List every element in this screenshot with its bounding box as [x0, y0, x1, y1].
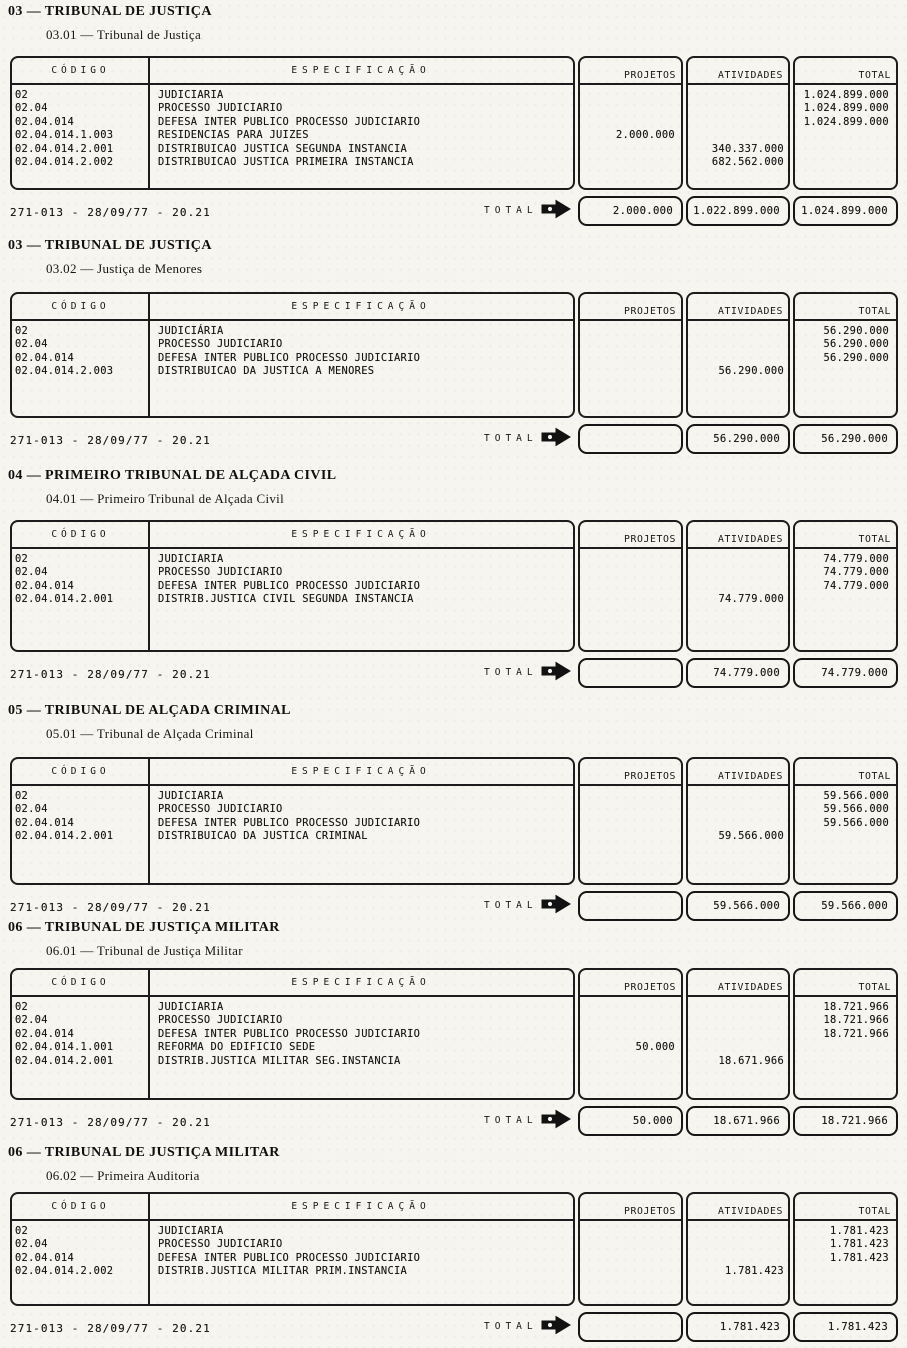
cell-especificacao: DEFESA INTER PUBLICO PROCESSO JUDICIARIO	[158, 1027, 421, 1040]
cell-codigo: 02.04.014	[15, 115, 75, 128]
cell-atividades	[685, 89, 793, 102]
column-header-atividades: ATIVIDADES	[718, 771, 783, 782]
total-arrow-icon	[541, 1109, 571, 1129]
cell-codigo: 02.04	[15, 102, 48, 115]
column-header-projetos: PROJETOS	[624, 982, 676, 993]
header-underline	[688, 995, 788, 997]
column-header-codigo: CÓDIGO	[51, 1201, 110, 1212]
cell-projetos: 2.000.000	[615, 129, 675, 142]
table-row	[10, 1238, 898, 1251]
header-underline	[12, 319, 573, 321]
cell-atividades: 56.290.000	[718, 365, 784, 378]
cell-projetos	[578, 116, 685, 129]
total-label: TOTAL	[484, 667, 538, 678]
cell-codigo: 02	[15, 790, 29, 802]
section-subheading: 04.01 — Primeiro Tribunal de Alçada Civil	[46, 491, 284, 506]
total-arrow-icon	[541, 661, 571, 681]
column-header-especificacao: ESPECIFICAÇÃO	[291, 301, 431, 312]
section-subheading: 05.01 — Tribunal de Alçada Criminal	[46, 726, 254, 741]
cell-total: 59.566.000	[823, 790, 889, 802]
cell-total	[793, 1265, 898, 1278]
cell-atividades	[685, 1001, 793, 1014]
cell-projetos	[578, 1028, 685, 1041]
cell-especificacao: JUDICIARIA	[158, 790, 224, 802]
cell-atividades	[685, 129, 793, 142]
total-label: TOTAL	[484, 1115, 538, 1126]
cell-especificacao: PROCESSO JUDICIARIO	[158, 566, 283, 579]
cell-especificacao: DEFESA INTER PUBLICO PROCESSO JUDICIARIO	[158, 579, 421, 592]
cell-projetos	[578, 790, 685, 803]
total-arrow-icon	[541, 1315, 571, 1335]
section-heading: 03 — TRIBUNAL DE JUSTIÇA	[8, 238, 212, 253]
total-box-atividades: 74.779.000	[686, 658, 790, 688]
column-header-projetos: PROJETOS	[624, 306, 676, 317]
cell-projetos	[578, 830, 685, 843]
header-underline	[688, 547, 788, 549]
cell-projetos	[578, 338, 685, 351]
column-header-atividades: ATIVIDADES	[718, 534, 783, 545]
cell-especificacao: PROCESSO JUDICIARIO	[158, 803, 283, 816]
print-stamp: 271-013 - 28/09/77 - 20.21	[10, 1322, 211, 1335]
cell-atividades	[685, 1014, 793, 1027]
header-underline	[580, 995, 681, 997]
print-stamp: 271-013 - 28/09/77 - 20.21	[10, 901, 211, 914]
column-header-total: TOTAL	[858, 771, 891, 782]
cell-total: 56.290.000	[823, 338, 889, 351]
table-row	[10, 593, 898, 606]
cell-codigo: 02.04	[15, 338, 48, 351]
cell-especificacao: PROCESSO JUDICIARIO	[158, 102, 283, 115]
cell-atividades	[685, 352, 793, 365]
column-header-projetos: PROJETOS	[624, 771, 676, 782]
section-footer	[0, 1312, 907, 1344]
table-rows	[10, 89, 898, 169]
cell-total: 1.781.423	[829, 1251, 889, 1264]
table-row	[10, 1225, 898, 1238]
total-arrow-icon	[541, 199, 571, 219]
header-underline	[688, 1219, 788, 1221]
cell-projetos	[578, 1055, 685, 1068]
header-underline	[12, 1219, 573, 1221]
table-row	[10, 1041, 898, 1054]
cell-codigo: 02.04.014.2.003	[15, 365, 114, 378]
section-subheading: 03.02 — Justiça de Menores	[46, 261, 203, 276]
column-header-codigo: CÓDIGO	[51, 65, 110, 76]
cell-atividades	[685, 566, 793, 579]
cell-projetos	[578, 365, 685, 378]
table-rows	[10, 1225, 898, 1279]
cell-codigo: 02.04.014.1.001	[15, 1041, 114, 1054]
cell-projetos	[578, 102, 685, 115]
column-header-total: TOTAL	[858, 1206, 891, 1217]
budget-table	[0, 520, 907, 652]
cell-projetos	[578, 1265, 685, 1278]
cell-projetos	[578, 1238, 685, 1251]
cell-codigo: 02.04.014.2.001	[15, 142, 114, 155]
cell-codigo: 02	[15, 1225, 29, 1237]
column-header-atividades: ATIVIDADES	[718, 306, 783, 317]
cell-codigo: 02.04.014	[15, 351, 75, 364]
total-box-total: 56.290.000	[793, 424, 898, 454]
cell-codigo: 02.04.014.2.002	[15, 155, 114, 168]
cell-atividades: 18.671.966	[718, 1054, 784, 1067]
table-row	[10, 1252, 898, 1265]
cell-projetos	[578, 1014, 685, 1027]
total-label: TOTAL	[484, 1321, 538, 1332]
cell-especificacao: RESIDENCIAS PARA JUIZES	[158, 129, 309, 142]
print-stamp: 271-013 - 28/09/77 - 20.21	[10, 1116, 211, 1129]
table-row	[10, 143, 898, 156]
cell-atividades	[685, 803, 793, 816]
table-row	[10, 365, 898, 378]
table-row	[10, 830, 898, 843]
table-row	[10, 89, 898, 102]
total-box-atividades: 1.022.899.000	[686, 196, 790, 226]
cell-atividades: 1.781.423	[724, 1265, 784, 1278]
cell-atividades	[685, 790, 793, 803]
cell-projetos	[578, 817, 685, 830]
cell-projetos	[578, 580, 685, 593]
cell-atividades	[685, 1028, 793, 1041]
cell-codigo: 02	[15, 325, 29, 337]
table-row	[10, 817, 898, 830]
table-row	[10, 325, 898, 338]
table-row	[10, 116, 898, 129]
column-header-codigo: CÓDIGO	[51, 301, 110, 312]
cell-total: 1.781.423	[829, 1238, 889, 1251]
cell-codigo: 02.04.014	[15, 579, 75, 592]
cell-total: 1.024.899.000	[803, 115, 889, 128]
header-underline	[12, 995, 573, 997]
cell-projetos	[578, 553, 685, 566]
cell-especificacao: DEFESA INTER PUBLICO PROCESSO JUDICIARIO	[158, 115, 421, 128]
table-row	[10, 580, 898, 593]
cell-atividades	[685, 116, 793, 129]
total-box-atividades: 18.671.966	[686, 1106, 790, 1136]
header-underline	[688, 319, 788, 321]
section-footer	[0, 196, 907, 228]
cell-total: 1.781.423	[829, 1225, 889, 1237]
header-underline	[795, 1219, 896, 1221]
column-header-especificacao: ESPECIFICAÇÃO	[291, 529, 431, 540]
total-label: TOTAL	[484, 900, 538, 911]
section-subheading: 06.02 — Primeira Auditoria	[46, 1168, 200, 1183]
section-heading: 06 — TRIBUNAL DE JUSTIÇA MILITAR	[8, 1145, 280, 1160]
budget-table	[0, 968, 907, 1100]
cell-projetos	[578, 89, 685, 102]
total-box-atividades: 59.566.000	[686, 891, 790, 921]
cell-projetos	[578, 593, 685, 606]
cell-atividades: 340.337.000	[711, 142, 784, 155]
table-row	[10, 1055, 898, 1068]
column-header-codigo: CÓDIGO	[51, 977, 110, 988]
cell-codigo: 02.04.014.2.001	[15, 593, 114, 606]
budget-table	[0, 56, 907, 190]
cell-especificacao: PROCESSO JUDICIARIO	[158, 1238, 283, 1251]
table-row	[10, 338, 898, 351]
total-arrow-icon	[541, 427, 571, 447]
total-label: TOTAL	[484, 205, 538, 216]
section-heading: 05 — TRIBUNAL DE ALÇADA CRIMINAL	[8, 703, 291, 718]
cell-atividades: 59.566.000	[718, 830, 784, 843]
cell-codigo: 02.04.014.1.003	[15, 129, 114, 142]
cell-especificacao: DISTRIBUICAO DA JUSTICA A MENORES	[158, 365, 375, 378]
cell-projetos: 50.000	[635, 1041, 675, 1054]
header-underline	[795, 995, 896, 997]
column-header-total: TOTAL	[858, 306, 891, 317]
header-underline	[795, 83, 896, 85]
cell-total: 18.721.966	[823, 1001, 889, 1013]
print-stamp: 271-013 - 28/09/77 - 20.21	[10, 668, 211, 681]
cell-especificacao: DISTRIB.JUSTICA CIVIL SEGUNDA INSTANCIA	[158, 593, 414, 606]
column-header-especificacao: ESPECIFICAÇÃO	[291, 1201, 431, 1212]
table-row	[10, 1001, 898, 1014]
total-label: TOTAL	[484, 433, 538, 444]
cell-total	[793, 1055, 898, 1068]
print-stamp: 271-013 - 28/09/77 - 20.21	[10, 206, 211, 219]
cell-codigo: 02.04.014.2.001	[15, 830, 114, 843]
cell-codigo: 02.04.014	[15, 1251, 75, 1264]
header-underline	[688, 784, 788, 786]
total-box-total: 59.566.000	[793, 891, 898, 921]
table-row	[10, 129, 898, 142]
header-underline	[580, 784, 681, 786]
table-row	[10, 1014, 898, 1027]
table-row	[10, 102, 898, 115]
column-header-especificacao: ESPECIFICAÇÃO	[291, 65, 431, 76]
header-underline	[12, 784, 573, 786]
table-row	[10, 1028, 898, 1041]
cell-projetos	[578, 1225, 685, 1238]
cell-especificacao: DISTRIBUICAO DA JUSTICA CRIMINAL	[158, 830, 368, 843]
cell-especificacao: JUDICIARIA	[158, 89, 224, 101]
table-rows	[10, 1001, 898, 1068]
column-header-projetos: PROJETOS	[624, 70, 676, 81]
header-underline	[795, 319, 896, 321]
table-row	[10, 803, 898, 816]
header-underline	[12, 547, 573, 549]
section-subheading: 03.01 — Tribunal de Justiça	[46, 27, 202, 42]
cell-total	[793, 593, 898, 606]
section-heading: 03 — TRIBUNAL DE JUSTIÇA	[8, 4, 212, 19]
cell-codigo: 02	[15, 89, 29, 101]
column-header-projetos: PROJETOS	[624, 534, 676, 545]
column-header-total: TOTAL	[858, 534, 891, 545]
cell-codigo: 02.04.014	[15, 816, 75, 829]
header-underline	[795, 547, 896, 549]
cell-total: 74.779.000	[823, 553, 889, 565]
header-underline	[580, 547, 681, 549]
cell-total: 1.024.899.000	[803, 102, 889, 115]
cell-atividades	[685, 553, 793, 566]
header-underline	[580, 319, 681, 321]
cell-atividades	[685, 1252, 793, 1265]
cell-atividades	[685, 580, 793, 593]
cell-especificacao: DEFESA INTER PUBLICO PROCESSO JUDICIARIO	[158, 1251, 421, 1264]
total-box-total: 74.779.000	[793, 658, 898, 688]
section-footer	[0, 424, 907, 456]
cell-projetos	[578, 803, 685, 816]
cell-atividades	[685, 1225, 793, 1238]
cell-codigo: 02.04	[15, 566, 48, 579]
column-header-atividades: ATIVIDADES	[718, 982, 783, 993]
column-header-projetos: PROJETOS	[624, 1206, 676, 1217]
total-box-projetos	[578, 891, 683, 921]
column-header-codigo: CÓDIGO	[51, 529, 110, 540]
cell-atividades	[685, 817, 793, 830]
print-stamp: 271-013 - 28/09/77 - 20.21	[10, 434, 211, 447]
total-box-projetos: 50.000	[578, 1106, 683, 1136]
cell-total: 59.566.000	[823, 803, 889, 816]
cell-especificacao: REFORMA DO EDIFICIO SEDE	[158, 1041, 316, 1054]
section-footer	[0, 658, 907, 690]
cell-especificacao: DISTRIBUICAO JUSTICA PRIMEIRA INSTANCIA	[158, 155, 414, 168]
section-footer	[0, 891, 907, 923]
cell-total: 74.779.000	[823, 579, 889, 592]
total-arrow-icon	[541, 894, 571, 914]
cell-especificacao: DISTRIB.JUSTICA MILITAR SEG.INSTANCIA	[158, 1054, 401, 1067]
table-rows	[10, 790, 898, 844]
cell-total: 56.290.000	[823, 351, 889, 364]
cell-atividades: 74.779.000	[718, 593, 784, 606]
budget-table	[0, 1192, 907, 1306]
table-row	[10, 1265, 898, 1278]
cell-codigo: 02.04	[15, 803, 48, 816]
table-rows	[10, 553, 898, 607]
budget-table	[0, 292, 907, 418]
cell-atividades: 682.562.000	[711, 155, 784, 168]
cell-codigo: 02.04	[15, 1014, 48, 1027]
cell-codigo: 02	[15, 553, 29, 565]
total-box-projetos	[578, 1312, 683, 1342]
total-box-projetos	[578, 424, 683, 454]
cell-especificacao: PROCESSO JUDICIARIO	[158, 338, 283, 351]
header-underline	[795, 784, 896, 786]
cell-projetos	[578, 352, 685, 365]
total-box-atividades: 56.290.000	[686, 424, 790, 454]
table-row	[10, 156, 898, 169]
section-subheading: 06.01 — Tribunal de Justiça Militar	[46, 943, 243, 958]
section-footer	[0, 1106, 907, 1138]
column-header-especificacao: ESPECIFICAÇÃO	[291, 766, 431, 777]
total-box-total: 1.024.899.000	[793, 196, 898, 226]
cell-codigo: 02	[15, 1001, 29, 1013]
budget-table	[0, 757, 907, 885]
cell-total: 74.779.000	[823, 566, 889, 579]
cell-total: 18.721.966	[823, 1027, 889, 1040]
cell-especificacao: JUDICIÁRIA	[158, 325, 224, 337]
cell-especificacao: DEFESA INTER PUBLICO PROCESSO JUDICIARIO	[158, 351, 421, 364]
total-box-projetos	[578, 658, 683, 688]
cell-projetos	[578, 143, 685, 156]
cell-atividades	[685, 1238, 793, 1251]
cell-total	[793, 1041, 898, 1054]
table-row	[10, 566, 898, 579]
header-underline	[688, 83, 788, 85]
header-underline	[580, 1219, 681, 1221]
cell-codigo: 02.04.014.2.001	[15, 1054, 114, 1067]
table-row	[10, 352, 898, 365]
header-underline	[12, 83, 573, 85]
cell-atividades	[685, 1041, 793, 1054]
section-heading: 04 — PRIMEIRO TRIBUNAL DE ALÇADA CIVIL	[8, 468, 337, 483]
column-header-atividades: ATIVIDADES	[718, 70, 783, 81]
cell-total	[793, 129, 898, 142]
cell-especificacao: DISTRIBUICAO JUSTICA SEGUNDA INSTANCIA	[158, 142, 408, 155]
cell-total	[793, 365, 898, 378]
cell-total: 1.024.899.000	[803, 89, 889, 101]
column-header-especificacao: ESPECIFICAÇÃO	[291, 977, 431, 988]
table-rows	[10, 325, 898, 379]
cell-especificacao: DISTRIB.JUSTICA MILITAR PRIM.INSTANCIA	[158, 1265, 408, 1278]
cell-especificacao: JUDICIARIA	[158, 553, 224, 565]
cell-total: 59.566.000	[823, 816, 889, 829]
cell-especificacao: JUDICIARIA	[158, 1001, 224, 1013]
table-row	[10, 790, 898, 803]
cell-especificacao: JUDICIARIA	[158, 1225, 224, 1237]
total-box-total: 18.721.966	[793, 1106, 898, 1136]
cell-atividades	[685, 325, 793, 338]
cell-projetos	[578, 566, 685, 579]
cell-projetos	[578, 325, 685, 338]
cell-total	[793, 156, 898, 169]
column-header-atividades: ATIVIDADES	[718, 1206, 783, 1217]
cell-total: 18.721.966	[823, 1014, 889, 1027]
cell-total	[793, 143, 898, 156]
cell-codigo: 02.04.014	[15, 1027, 75, 1040]
cell-codigo: 02.04.014.2.002	[15, 1265, 114, 1278]
header-underline	[580, 83, 681, 85]
cell-total	[793, 830, 898, 843]
total-box-total: 1.781.423	[793, 1312, 898, 1342]
cell-projetos	[578, 1001, 685, 1014]
cell-projetos	[578, 156, 685, 169]
column-header-total: TOTAL	[858, 982, 891, 993]
cell-projetos	[578, 1252, 685, 1265]
cell-atividades	[685, 338, 793, 351]
total-box-projetos: 2.000.000	[578, 196, 683, 226]
total-box-atividades: 1.781.423	[686, 1312, 790, 1342]
cell-atividades	[685, 102, 793, 115]
cell-codigo: 02.04	[15, 1238, 48, 1251]
column-header-codigo: CÓDIGO	[51, 766, 110, 777]
column-header-total: TOTAL	[858, 70, 891, 81]
cell-especificacao: DEFESA INTER PUBLICO PROCESSO JUDICIARIO	[158, 816, 421, 829]
cell-total: 56.290.000	[823, 325, 889, 337]
section-heading: 06 — TRIBUNAL DE JUSTIÇA MILITAR	[8, 920, 280, 935]
table-row	[10, 553, 898, 566]
cell-especificacao: PROCESSO JUDICIARIO	[158, 1014, 283, 1027]
